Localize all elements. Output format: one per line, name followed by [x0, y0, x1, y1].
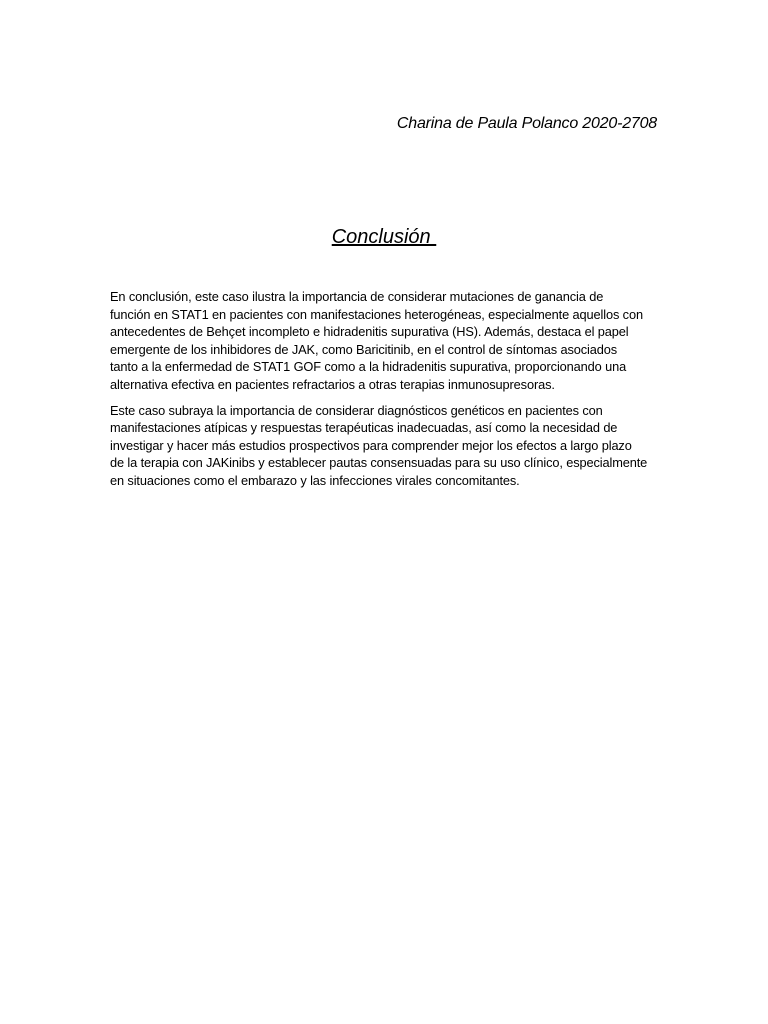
document-body [110, 288, 658, 498]
text-line: en situaciones como el embarazo y las infecciones virales concomitantes. [110, 472, 520, 488]
text-line: función en STAT1 en pacientes con manifestaciones heterogéneas, especialmente aquellos con [110, 306, 643, 322]
text-line: alternativa efectiva en pacientes refractarios a otras terapias inmunosupresoras. [110, 376, 555, 392]
text-line: Este caso subraya la importancia de considerar diagnósticos genéticos en pacientes con [110, 402, 603, 418]
text-line: investigar y hacer más estudios prospectivos para comprender mejor los efectos a largo plazo [110, 437, 632, 453]
text-line: En conclusión, este caso ilustra la importancia de considerar mutaciones de ganancia de [110, 289, 604, 304]
text-line: de la terapia con JAKinibs y establecer pautas consensuadas para su uso clínico, especialmente [110, 455, 648, 471]
paragraph-1 [110, 288, 658, 394]
text-line: tanto a la enfermedad de STAT1 GOF como a la hidradenitis supurativa, proporcionando una [110, 359, 627, 375]
page-title: Conclusión [331, 226, 437, 248]
author-line: Charina de Paula Polanco 2020-2708 [396, 115, 657, 132]
paragraph-2 [110, 402, 658, 490]
text-line: emergente de los inhibidores de JAK, como Baricitinib, en el control de síntomas asociados [110, 341, 618, 357]
text-line: manifestaciones atípicas y respuestas terapéuticas inadecuadas, así como la necesidad de [110, 420, 618, 436]
text-line: antecedentes de Behçet incompleto e hidradenitis supurativa (HS). Además, destaca el papel [110, 324, 629, 340]
